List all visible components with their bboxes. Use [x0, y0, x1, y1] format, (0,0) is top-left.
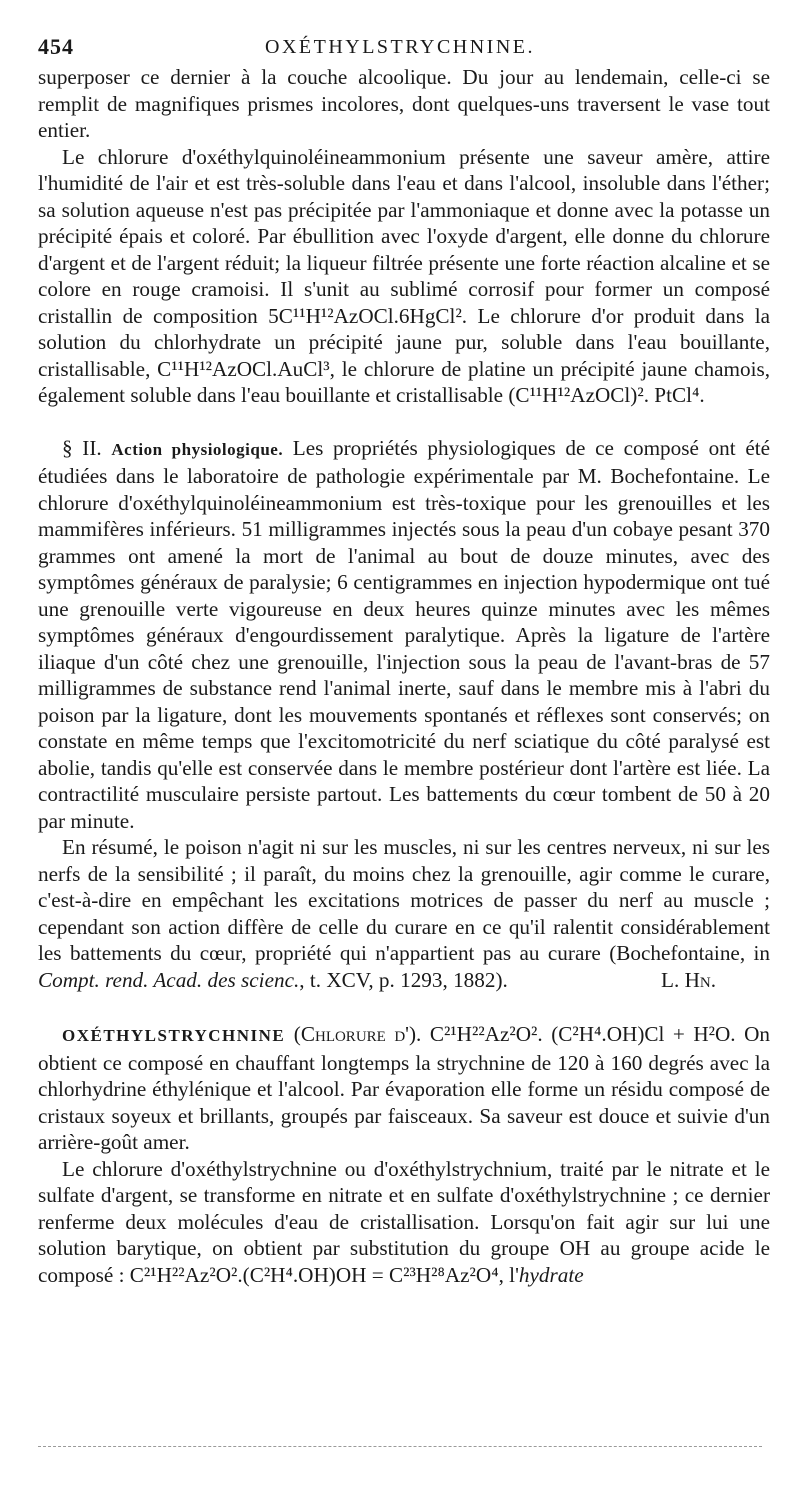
paragraph-chlorure-properties: Le chlorure d'oxéthylquinoléineammonium présente une saveur amère, attire l'humidité de l'air et est très-soluble dans l'eau et dans l'alcool, insoluble dans l'éther; sa solution aqueuse n'est pas précipitée par l'ammoniaque et donne avec la potasse un précipité épais et coloré. Par ébullition avec l'oxyde d'argent, elle donne du chlorure d'argent et de l'argent réduit; la liqueur filtrée présente une forte réaction alcaline et se colore en rouge cramoisi. Il s'unit au sublimé corrosif pour former un composé cristallin de composition 5C¹¹H¹²AzOCl.6HgCl². Le chlorure d'or produit dans la solution du chlorhydrate un précipité jaune pur, soluble dans l'eau bouillante, cristallisable, C¹¹H¹²AzOCl.AuCl³, le chlorure de platine un précipité jaune chamois, également soluble dans l'eau bouillante et cristallisable (C¹¹H¹²AzOCl)². PtCl⁴.	[38, 144, 770, 407]
hydrate-word: hydrate	[518, 1262, 584, 1287]
section-text: Les propriétés physiologiques de ce composé ont été étudiées dans le laboratoire de pathologie expérimentale par M. Bochefontaine. Le chlorure d'oxéthylquinoléineammonium est très-toxique pour les grenouilles et les mammifères inférieurs. 51 milligrammes injectés sous la peau d'un cobaye pesant 370 grammes ont amené la mort de l'animal au bout de douze minutes, avec des symptômes généraux de paralysie; 6 centigrammes en injection hypodermique ont tué une grenouille verte vigoureuse en deux heures quinze minutes avec les mêmes symptômes généraux d'engourdissement paralytique. Après la ligature de l'artère iliaque d'un côté chez une grenouille, l'injection sous la peau de l'avant-bras de 57 milligrammes de substance rend l'animal inerte, sauf dans le membre mis à l'abri du poison par la ligature, dont les mouvements spontanés et réflexes sont conservés; on constate en même temps que l'excitomotricité du nerf sciatique du côté paralysé est abolie, tandis qu'elle est conservée dans le membre postérieur dont l'artère est liée. La contractilité musculaire persiste partout. Les battements du cœur tombent de 50 à 20 par minute.	[38, 435, 771, 833]
section-title: Action physiologique.	[111, 439, 284, 459]
entry-text: On obtient ce composé en chauffant longtemps la strychnine de 120 à 160 degrés avec la chlorhydrine éthylénique et l'alcool. Par évaporation elle forme un résidu composé de cristaux soyeux et brillants, groupés par faisceaux. Sa saveur est douce et suivie d'un arrière-goût amer.	[38, 1022, 771, 1154]
entry-label: (Chlorure d').	[293, 1022, 422, 1046]
resume-text: En résumé, le poison n'agit ni sur les muscles, ni sur les centres nerveux, ni sur les nerfs de la sensibilité ; il paraît, du moins chez la grenouille, agir comme le curare, c'est-à-dire en empêchant les excitations motrices de passer du nerf au muscle ; cependant son action diffère de celle du curare en ce qu'il ralentit considérablement les battements du cœur, propriété qui n'appartient pas au curare (Bochefontaine, in	[38, 835, 770, 965]
page-number: 454	[38, 34, 74, 59]
running-title: OXÉTHYLSTRYCHNINE.	[265, 36, 535, 58]
author-signature: L. Hn.	[661, 967, 716, 992]
paragraph-continuation: superposer ce dernier à la couche alcoolique. Du jour au lendemain, celle-ci se remplit de magnifiques prismes incolores, dont quelques-uns traversent le vase tout entier.	[38, 65, 770, 142]
page-body	[38, 64, 770, 1288]
entry-title: OXÉTHYLSTRYCHNINE	[62, 1026, 286, 1045]
reference-details: , t. XCV, p. 1293, 1882).	[299, 967, 508, 992]
section-action-physiologique	[38, 435, 770, 835]
page-header	[38, 34, 762, 60]
section-number: § II.	[62, 435, 102, 460]
entry-formula: C²¹H²²Az²O². (C²H⁴.OH)Cl + H²O.	[429, 1022, 736, 1046]
page-bottom-rule	[38, 1446, 762, 1447]
reference-journal: Compt. rend. Acad. des scienc.	[38, 967, 300, 992]
paragraph-nitrate-sulfate	[38, 1156, 770, 1289]
nitrate-text: Le chlorure d'oxéthylstrychnine ou d'oxéthylstrychnium, traité par le nitrate et le sulfate d'argent, se transforme en nitrate et en sulfate d'oxéthylstrychnine ; ce dernier renferme deux molécules d'eau de cristallisation. Lorsqu'on fait agir sur lui une solution barytique, on obtient par substitution du groupe OH au groupe acide le composé : C²¹H²²Az²O².(C²H⁴.OH)OH = C²³H²⁸Az²O⁴, l'	[38, 1156, 770, 1287]
entry-oxethylstrychnine	[38, 1021, 770, 1156]
